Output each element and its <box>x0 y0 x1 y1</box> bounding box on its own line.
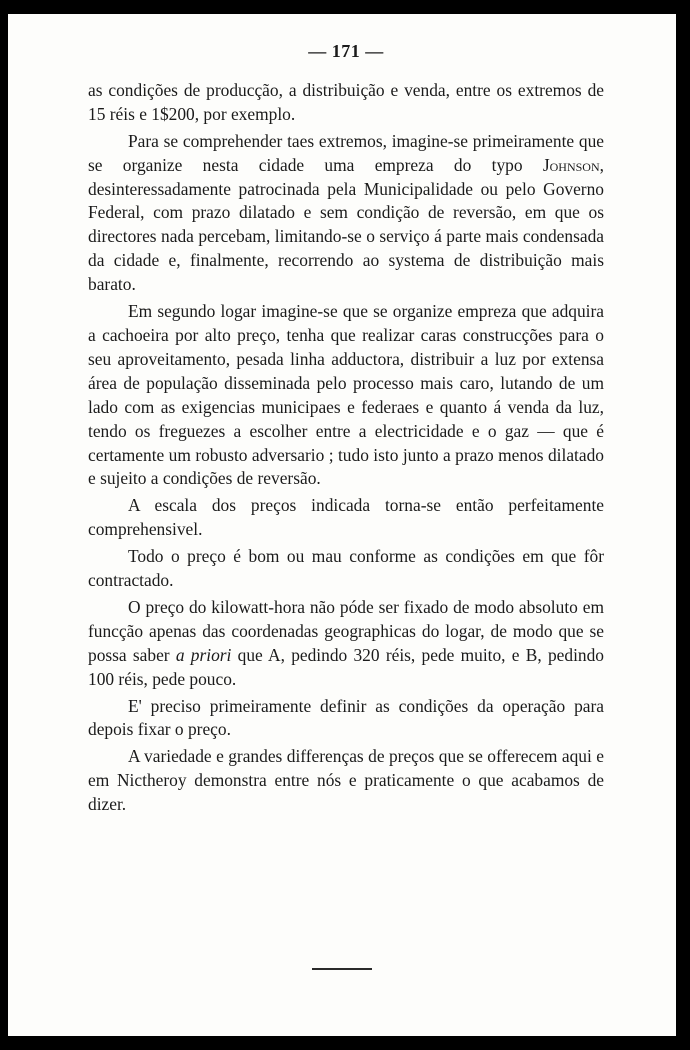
text-run: A escala dos preços indicada torna-se então perfeitamente comprehensivel. <box>88 495 604 540</box>
text-run: A variedade e grandes differenças de preços que se offerecem aqui e em Nictheroy demonstra entre nós e praticamente o que acabamos de dizer. <box>88 746 604 815</box>
text-run: , desinteressadamente patrocinada pela Municipalidade ou pelo Governo Federal, com prazo dilatado e sem condição de reversão, em que os directores nada percebam, limitando-se o serviço á parte mais condensada da cidade e, finalmente, recorrendo ao systema de distribuição mais barato. <box>88 154 604 295</box>
book-page <box>88 40 604 820</box>
italic-term: a priori <box>175 644 232 665</box>
paragraph-define-conditions <box>88 695 604 743</box>
text-run: Em segundo logar imagine-se que se organize empreza que adquira a cachoeira por alto preço, tenha que realizar caras construcções para o seu aproveitamento, pesada linha adductora, distribuir a luz por extensa área de população disseminada pelo processo mais caro, lutando de um lado com as exigencias municipaes e federaes e quanto á venda da luz, tendo os freguezes a escolher entre a electricidade e o gaz — que é certamente um robusto adversario ; tudo isto junto a prazo menos dilatado e sujeito a condições de reversão. <box>88 301 604 489</box>
text-run: as condições de producção, a distribuição e venda, entre os extremos de 15 réis e 1$200, por exemplo. <box>88 79 604 124</box>
text-run: O preço do kilowatt-hora não póde ser fixado de modo absoluto em funcção apenas das coordenadas geographicas do logar, de modo que se possa saber <box>88 596 604 665</box>
page-number: — 171 — <box>308 41 384 61</box>
paragraph-price-conditions <box>88 545 604 593</box>
paragraph-kilowatt-hour <box>88 596 604 692</box>
paragraph-second-case <box>88 300 604 491</box>
text-run: que A, pedindo 320 réis, pede muito, e B, pedindo 100 réis, pede pouco. <box>88 644 604 689</box>
text-run: E' preciso primeiramente definir as condições da operação para depois fixar o preço. <box>88 695 604 740</box>
company-name: Johnson <box>542 154 600 175</box>
paragraph-price-scale <box>88 494 604 542</box>
text-run: Para se comprehender taes extremos, imagine-se primeiramente que se organize nesta cidade uma empreza do typo <box>88 130 604 175</box>
text-run: Todo o preço é bom ou mau conforme as condições em que fôr contractado. <box>88 546 604 591</box>
paragraph-nictheroy <box>88 745 604 817</box>
paragraph-continuation <box>88 79 604 127</box>
end-rule <box>312 968 372 970</box>
paragraph-extremes <box>88 130 604 297</box>
